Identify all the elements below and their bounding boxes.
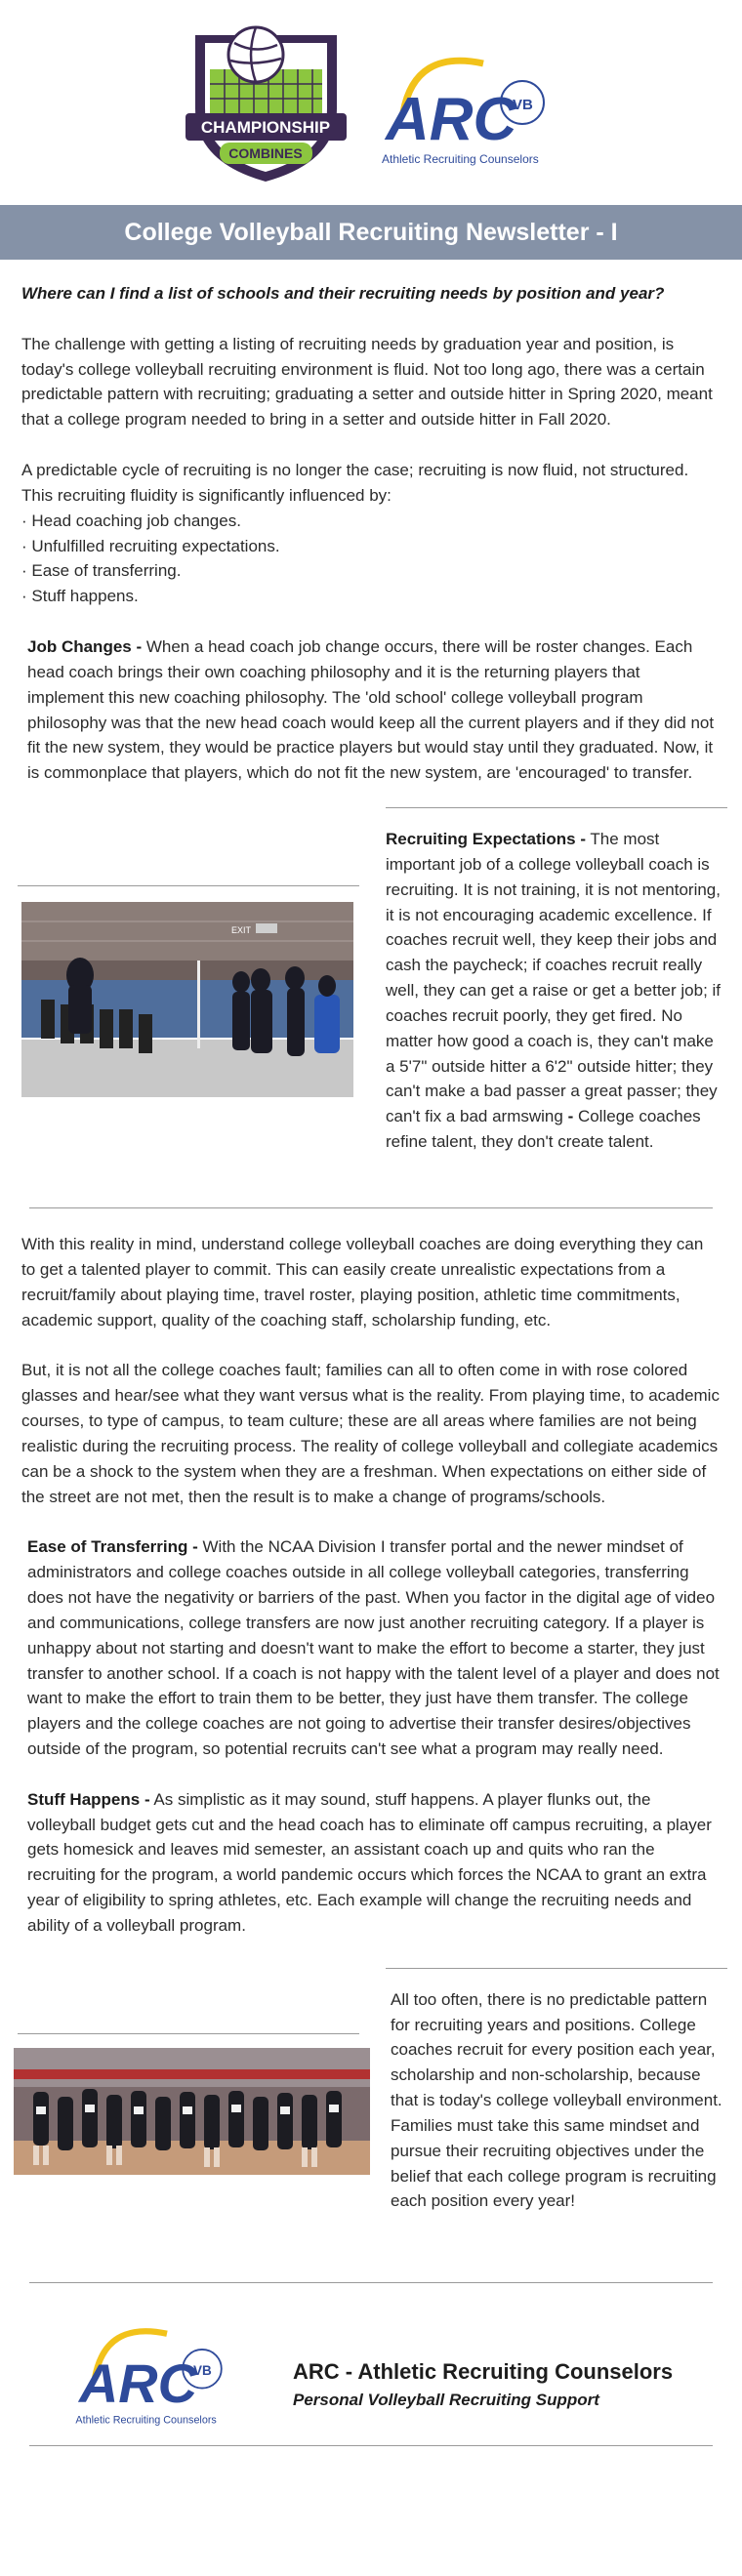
newsletter-banner <box>0 205 742 260</box>
divider <box>18 2033 359 2034</box>
combines-text: COMBINES <box>228 145 303 161</box>
reality-paragraph-2: But, it is not all the college coaches fault; families can all to often come in with rose colored glasses and hear/see what they want versus what is the reality. From playing time, to academic courses, to type of campus, to team culture; these are all areas where families are not being realistic during the recruiting process. The reality of college volleyball and collegiate academics can be a shock to the system when they are a freshman. When expectations on either side of the street are not met, then the result is to make a change of programs/schools. <box>21 1361 720 1506</box>
footer-title: ARC - Athletic Recruiting Counselors <box>293 2358 674 2384</box>
divider <box>29 1207 713 1208</box>
lead-question: Where can I find a list of schools and their recruiting needs by position and year? <box>21 284 665 303</box>
exit-sign-text: EXIT <box>231 925 252 936</box>
article-body-continued <box>0 1232 742 1939</box>
intro-paragraph-2-text: A predictable cycle of recruiting is no longer the case; recruiting is now fluid, not structured. This recruiting fluidity is significantly influenced by: <box>21 461 689 505</box>
divider <box>18 885 359 886</box>
factor-list <box>21 509 721 609</box>
factor-item: · Head coaching job changes. <box>21 509 721 534</box>
factor-item: · Unfulfilled recruiting expectations. <box>21 534 721 559</box>
factor-item: · Stuff happens. <box>21 584 721 609</box>
closing-block <box>0 1960 742 2297</box>
closing-text: All too often, there is no predictable pattern for recruiting years and positions. College coaches recruit for every position each year, scholarship and non-scholarship, because that is today's college volleyball environment. Families must take this same mindset and pursue their recruiting objectives under the belief that each college program is recruiting each position every year! <box>391 1989 722 2211</box>
job-changes-text: When a head coach job change occurs, there will be roster changes. Each head coach brings their own coaching philosophy and it is the returning players that implement this new coaching philosophy. The 'old school' college volleyball program philosophy was that the new head coach would keep all the current players and if they did not fit the new system, they would be practice players but would stay until they graduated. Now, it is commonplace that players, which do not fit the new system, are 'encouraged' to transfer. <box>27 637 715 783</box>
intro-paragraph-1: The challenge with getting a listing of recruiting needs by graduation year and position, is today's college volleyball recruiting environment is fluid. Not too long ago, there was a certain predictable pattern with recruiting; graduating a setter and outside hitter in Spring 2020, meant that a college program needed to bring in a setter and outside hitter in Fall 2020. <box>21 334 713 429</box>
footer-arc-letters: ARC <box>79 2351 197 2414</box>
job-changes-label: Job Changes - <box>27 637 143 657</box>
championship-text: CHAMPIONSHIP <box>200 118 331 137</box>
recruiting-expectations-conclusion: College coaches refine talent, they don't create talent. <box>386 1107 701 1152</box>
newsletter-title: College Volleyball Recruiting Newsletter - I <box>124 219 618 246</box>
reality-paragraph-1: With this reality in mind, understand college volleyball coaches are doing everything they can to get a talented player to commit. This can easily create unrealistic expectations from a recruit/family about playing time, travel roster, playing position, athletic time commitments, academic support, quality of the coaching staff, scholarship funding, etc. <box>21 1235 704 1329</box>
footer <box>0 2297 742 2453</box>
recruiting-expectations-text <box>386 827 722 1155</box>
arc-vb: VB <box>513 97 533 113</box>
footer-text <box>293 2355 673 2413</box>
factor-item: · Ease of transferring. <box>21 558 721 584</box>
recruiting-expectations-dash: - <box>562 1107 578 1126</box>
team-photo <box>14 2048 370 2175</box>
article-body <box>0 281 742 786</box>
divider <box>386 1968 727 1969</box>
footer-arc-tagline: Athletic Recruiting Counselors <box>75 2414 217 2427</box>
footer-arc-logo <box>70 2314 246 2436</box>
arc-letters: ARC <box>386 86 517 153</box>
stuff-happens-label: Stuff Happens - <box>27 1789 150 1809</box>
intro-paragraph-2 <box>21 458 721 509</box>
stuff-happens-section <box>21 1787 721 1939</box>
footer-subtitle: Personal Volleyball Recruiting Support <box>293 2391 599 2410</box>
gym-photo <box>21 902 353 1097</box>
header-logos <box>0 0 742 205</box>
footer-arc-vb: VB <box>193 2362 212 2378</box>
job-changes-section <box>21 634 721 786</box>
stuff-happens-text: As simplistic as it may sound, stuff happens. A player flunks out, the volleyball budget gets cut and the head coach has to eliminate off campus recruiting, a player gets homesick and leaves mid semester, an assistant coach up and quits who ran the recruiting for the program, a world pandemic occurs which forces the NCAA to grant an extra year of eligibility to spring athletes, etc. Each example will change the recruiting needs and ability of a volleyball program. <box>27 1789 712 1935</box>
recruiting-expectations-label: Recruiting Expectations - <box>386 830 586 849</box>
arc-logo <box>376 44 571 176</box>
divider <box>29 2445 713 2446</box>
championship-combines-logo <box>186 16 347 186</box>
divider <box>29 2282 713 2283</box>
ease-of-transferring-text: With the NCAA Division I transfer portal and the newer mindset of administrators and college coaches outside in all college volleyball categories, transferring does not have the negativity or barriers of the past. When you factor in the digital age of video and communications, college transfers are now just another recruiting category. If a player is unhappy about not starting and doesn't want to make the effort to become a starter, they just transfer to another school. If a coach is not happy with the talent level of a player and does not want to make the effort to train them to be better, they just have them transfer. The college players and the college coaches are not going to advertise their transfer desires/objectives outside of the program, so potential recruits can't see what a program may really need. <box>27 1537 720 1758</box>
ease-of-transferring-label: Ease of Transferring - <box>27 1537 198 1557</box>
recruiting-expectations-body: The most important job of a college volleyball coach is recruiting. It is not training, it is not mentoring, it is not encouraging academic excellence. If coaches recruit well, they keep their jobs and cash the paycheck; if coaches recruit really well, they can get a raise or get a better job; if coaches recruit poorly, they get fired. No matter how good a coach is, they can't make a 5'7" outside hitter a 6'2" outside hitter; they can't make a bad passer a great passer; they can't fix a bad armswing <box>386 830 721 1126</box>
ease-of-transferring-section <box>21 1534 721 1761</box>
recruiting-expectations-block <box>0 807 742 1222</box>
arc-tagline: Athletic Recruiting Counselors <box>382 152 539 166</box>
divider <box>386 807 727 808</box>
